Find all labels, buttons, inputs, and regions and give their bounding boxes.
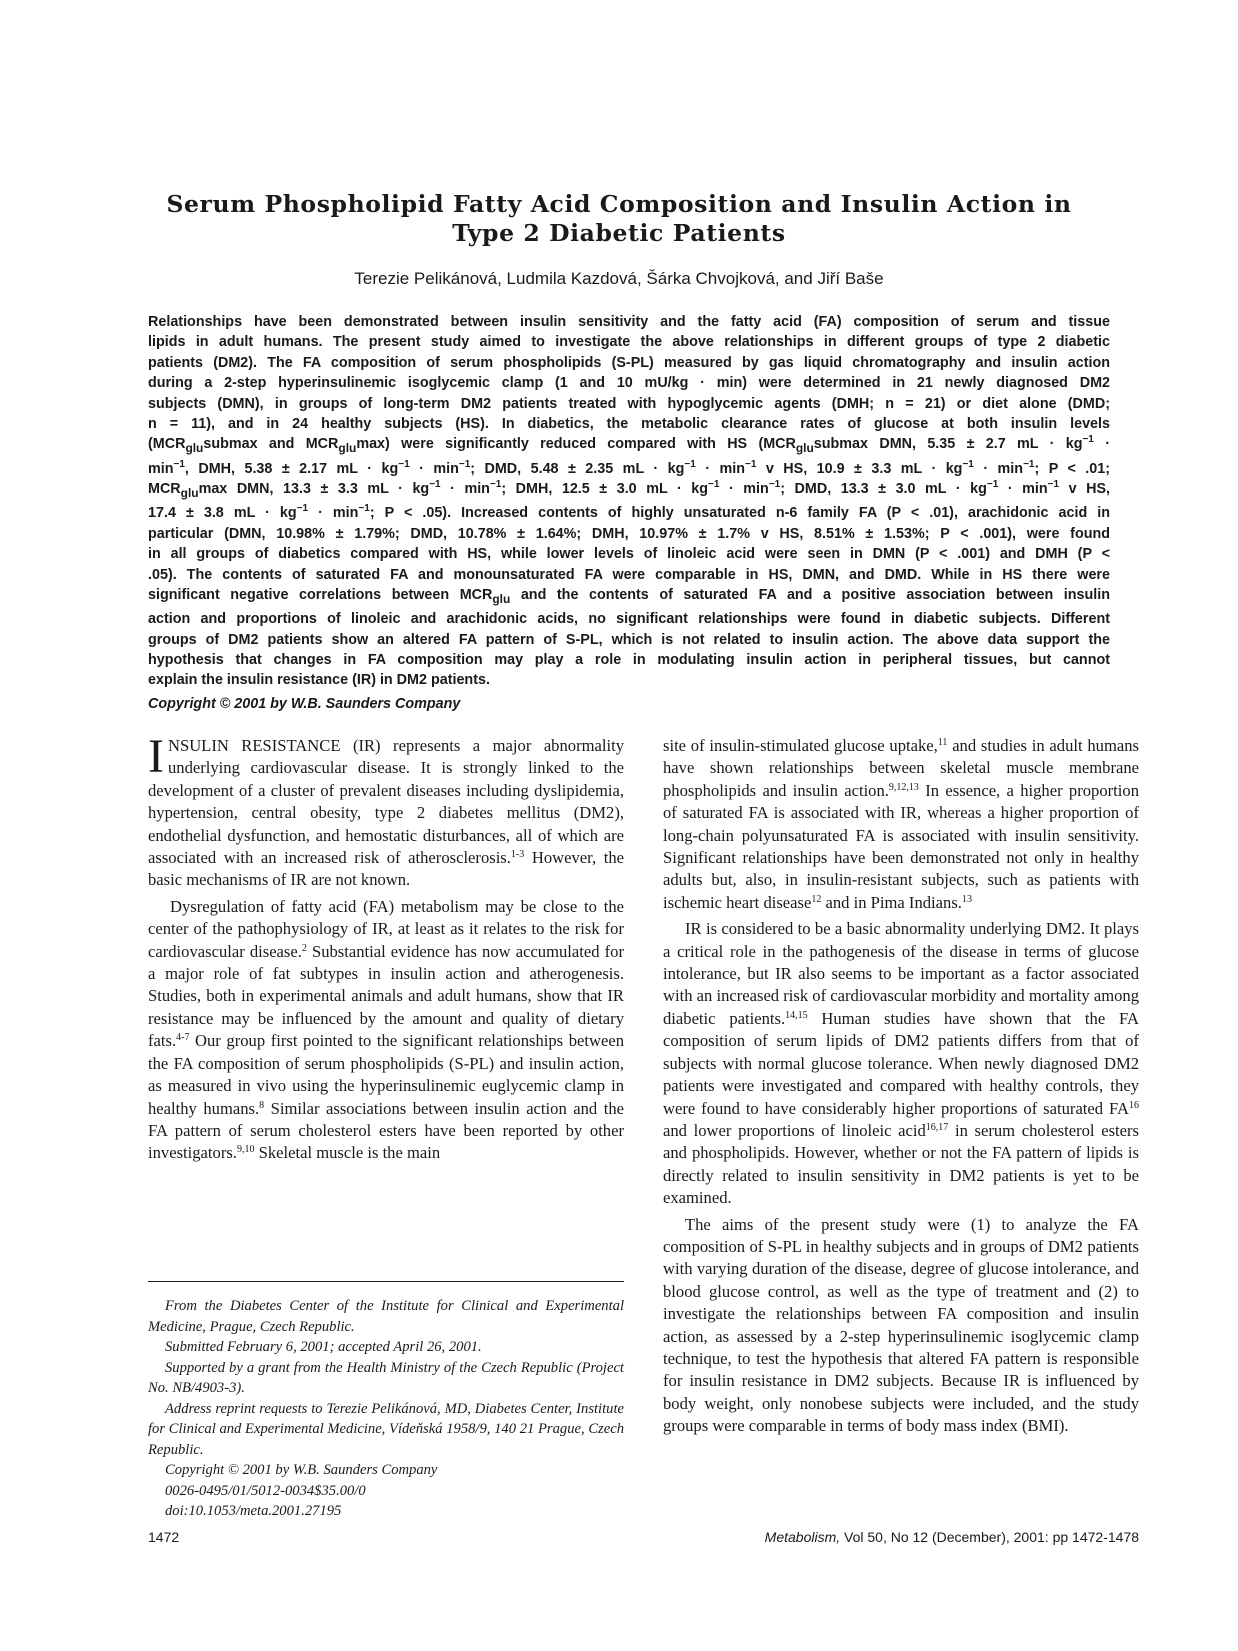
abstract-line: .05). The contents of saturated FA and monounsaturated FA were comparable in HS, DMN, and DMD. While in HS there were <box>148 566 1110 583</box>
abstract-line: Relationships have been demonstrated between insulin sensitivity and the fatty acid (FA) composition of serum and tissue <box>148 314 1110 330</box>
footnote-submitted: Submitted February 6, 2001; accepted April 26, 2001. <box>165 1339 482 1355</box>
abstract-line: hypothesis that changes in FA composition may play a role in modulating insulin action in peripheral tissues, but cannot <box>148 652 1110 669</box>
article-footnotes <box>148 1296 624 1522</box>
abstract-line: n = 11), and in 24 healthy subjects (HS). In diabetics, the metabolic clearance rates of glucose at both insulin levels <box>148 416 1110 433</box>
footnote-issn: 0026-0495/01/5012-0034$35.00/0 <box>165 1482 366 1499</box>
abstract-line: action and proportions of linoleic and arachidonic acids, no significant relationships were found in diabetic subjects. Different <box>148 611 1110 628</box>
footnote-affiliation: From the Diabetes Center of the Institute for Clinical and Experimental Medicine, Prague, Czech Republic. <box>148 1298 624 1335</box>
abstract-line: in all groups of diabetics compared with HS, while lower levels of linoleic acid were seen in DMN (P < .001) and DMH (P < <box>148 546 1110 563</box>
footnote-address: Address reprint requests to Terezie Pelikánová, MD, Diabetes Center, Institute for Clinical and Experimental Medicine, Vídeňská 1958/9, 140 21 Prague, Czech Republic. <box>148 1400 624 1458</box>
footnote-doi: doi:10.1053/meta.2001.27195 <box>165 1503 342 1519</box>
abstract-line: subjects (DMN), in groups of long-term DM2 patients treated with hypoglycemic agents (DMH; n = 21) or diet alone (DMD; <box>148 395 1110 412</box>
title-line-2: Type 2 Diabetic Patients <box>452 219 786 247</box>
body-paragraph: site of insulin-stimulated glucose uptake,$^{11}$ and studies in adult humans have shown relationships between skeletal muscle membrane phospholipids and insulin action.$^{9,12,13}$ In essence, a higher proportion of saturated FA is associated with IR, whereas a higher proportion of long-chain polyunsaturated FA is associated with insulin sensitivity. Significant relationships have been demonstrated not only in healthy adults but, also, in insulin-resistant subjects, such as patients with ischemic heart disease$^{12}$ and in Pima Indians.$^{13}$ <box>663 736 1139 912</box>
body-column-left <box>148 730 624 1165</box>
body-column-right <box>663 735 1139 1438</box>
article-title <box>150 190 1088 248</box>
journal-details: Vol 50, No 12 (December), 2001: pp 1472-1478 <box>840 1529 1139 1545</box>
body-paragraph: The aims of the present study were (1) to analyze the FA composition of S-PL in healthy subjects and in groups of DM2 patients with varying duration of the disease, degree of glucose intolerance, and blood glucose control, as well as the type of treatment and (2) to investigate the relationships between FA composition and insulin action, as assessed by a 2-step hyperinsulinemic isoglycemic clamp technique, to test the hypothesis that altered FA pattern is responsible for insulin resistance in DM2 subjects. Because IR is influenced by body weight, only nonobese subjects were included, and the study groups were comparable in terms of body mass index (BMI). <box>663 1214 1139 1436</box>
abstract-copyright: Copyright © 2001 by W.B. Saunders Company <box>148 696 461 712</box>
abstract-line: explain the insulin resistance (IR) in DM2 patients. <box>148 672 490 689</box>
footnote-divider <box>148 1281 624 1282</box>
abstract-line: groups of DM2 patients show an altered FA pattern of S-PL, which is not related to insulin action. The above data support the <box>148 631 1110 648</box>
abstract-line: 17.4 ± 3.8 mL · $kg^{-1} \cdot \min^{-1}$; P < .05). Increased contents of highly unsaturated n-6 family FA (P < .01), arachidonic acid in <box>148 503 1110 522</box>
abstract-line: significant negative correlations between $MCR_{glu}$ and the contents of saturated FA and a positive association between insulin <box>148 587 1110 606</box>
abstract <box>148 312 1110 691</box>
title-line-1: Serum Phospholipid Fatty Acid Composition and Insulin Action in <box>166 190 1072 218</box>
body-paragraph: IR is considered to be a basic abnormality underlying DM2. It plays a critical role in the pathogenesis of the disease in terms of glucose intolerance, but IR also seems to be important as a factor associated with an increased risk of cardiovascular morbidity and mortality among diabetic patients.$^{14,15}$ Human studies have shown that the FA composition of serum lipids of DM2 patients differs from that of subjects with normal glucose tolerance. When newly diagnosed DM2 patients were investigated and compared with healthy controls, they were found to have considerably higher proportions of saturated FA$^{16}$ and lower proportions of linoleic acid$^{16,17}$ in serum cholesterol esters and phospholipids. However, whether or not the FA pattern of lipids is directly related to insulin sensitivity in DM2 patients is yet to be examined. <box>663 919 1140 1208</box>
footnote-funding: Supported by a grant from the Health Ministry of the Czech Republic (Project No. NB/4903-3). <box>148 1359 624 1396</box>
intro-paragraph: INSULIN RESISTANCE (IR) represents a major abnormality underlying cardiovascular disease. It is strongly linked to the development of a cluster of prevalent diseases including dyslipidemia, hypertension, central obesity, type 2 diabetes mellitus (DM2), endothelial dysfunction, and hemostatic disturbances, all of which are associated with an increased risk of atherosclerosis.$^{1-3}$ However, the basic mechanisms of IR are not known. <box>148 730 624 890</box>
author-list: Terezie Pelikánová, Ludmila Kazdová, Šárka Chvojková, and Jiří Baše <box>354 269 884 288</box>
drop-cap: I <box>148 730 164 783</box>
abstract-line: during a 2-step hyperinsulinemic isoglycemic clamp (1 and 10 mU/kg · min) were determined in 21 newly diagnosed DM2 <box>148 375 1110 392</box>
abstract-line: ($MCR_{glu}submax$ and $MCR_{glu}\max$) were significantly reduced compared with HS ($MCR_{glu}submax$ DMN, 5.35 ± 2.7 mL · $kg^{-1}$ · <box>148 434 1110 456</box>
abstract-line: lipids in adult humans. The present study aimed to investigate the above relationships in different groups of type 2 diabetic <box>148 334 1110 351</box>
abstract-line: $\min^{-1}$, DMH, 5.38 ± 2.17 mL · $kg^{-1} \cdot \min^{-1}$; DMD, 5.48 ± 2.35 mL · $kg^{-1} \cdot \min^{-1} v$ HS, 10.9 ± 3.3 mL · $kg^{-1} \cdot \min^{-1}$; P < .01; <box>148 458 1111 477</box>
abstract-line: $MCR_{glu}\max$ DMN, 13.3 ± 3.3 mL · $kg^{-1} \cdot \min^{-1}$; DMH, 12.5 ± 3.0 mL · $kg^{-1} \cdot \min^{-1}$; DMD, 13.3 ± 3.0 mL · $kg^{-1} \cdot \min^{-1} v$ HS, <box>148 479 1111 500</box>
journal-citation <box>765 1528 1139 1546</box>
page-number: 1472 <box>148 1529 180 1545</box>
journal-name: Metabolism, <box>764 1529 841 1545</box>
abstract-line: patients (DM2). The FA composition of serum phospholipids (S-PL) measured by gas liquid chromatography and insulin action <box>148 354 1110 371</box>
abstract-line: particular (DMN, 10.98% ± 1.79%; DMD, 10.78% ± 1.64%; DMH, 10.97% ± 1.7% v HS, 8.51% ± 1.53%; P < .001), were found <box>148 525 1110 542</box>
footnote-copyright: Copyright © 2001 by W.B. Saunders Company <box>165 1462 438 1478</box>
body-paragraph: Dysregulation of fatty acid (FA) metabolism may be close to the center of the pathophysiology of IR, at least as it relates to the risk for cardiovascular disease.$^2$ Substantial evidence has now accumulated for a major role of fat subtypes in insulin action and atherogenesis. Studies, both in experimental animals and adult humans, show that IR resistance may be influenced by the amount and quality of dietary fats.$^{4-7}$ Our group first pointed to the significant relationships between the FA composition of serum phospholipids (S-PL) and insulin action, as measured in vivo using the hyperinsulinemic euglycemic clamp in healthy humans.$^8$ Similar associations between insulin action and the FA pattern of serum cholesterol esters have been reported by other investigators.$^{9,10}$ Skeletal muscle is the main <box>148 896 624 1163</box>
